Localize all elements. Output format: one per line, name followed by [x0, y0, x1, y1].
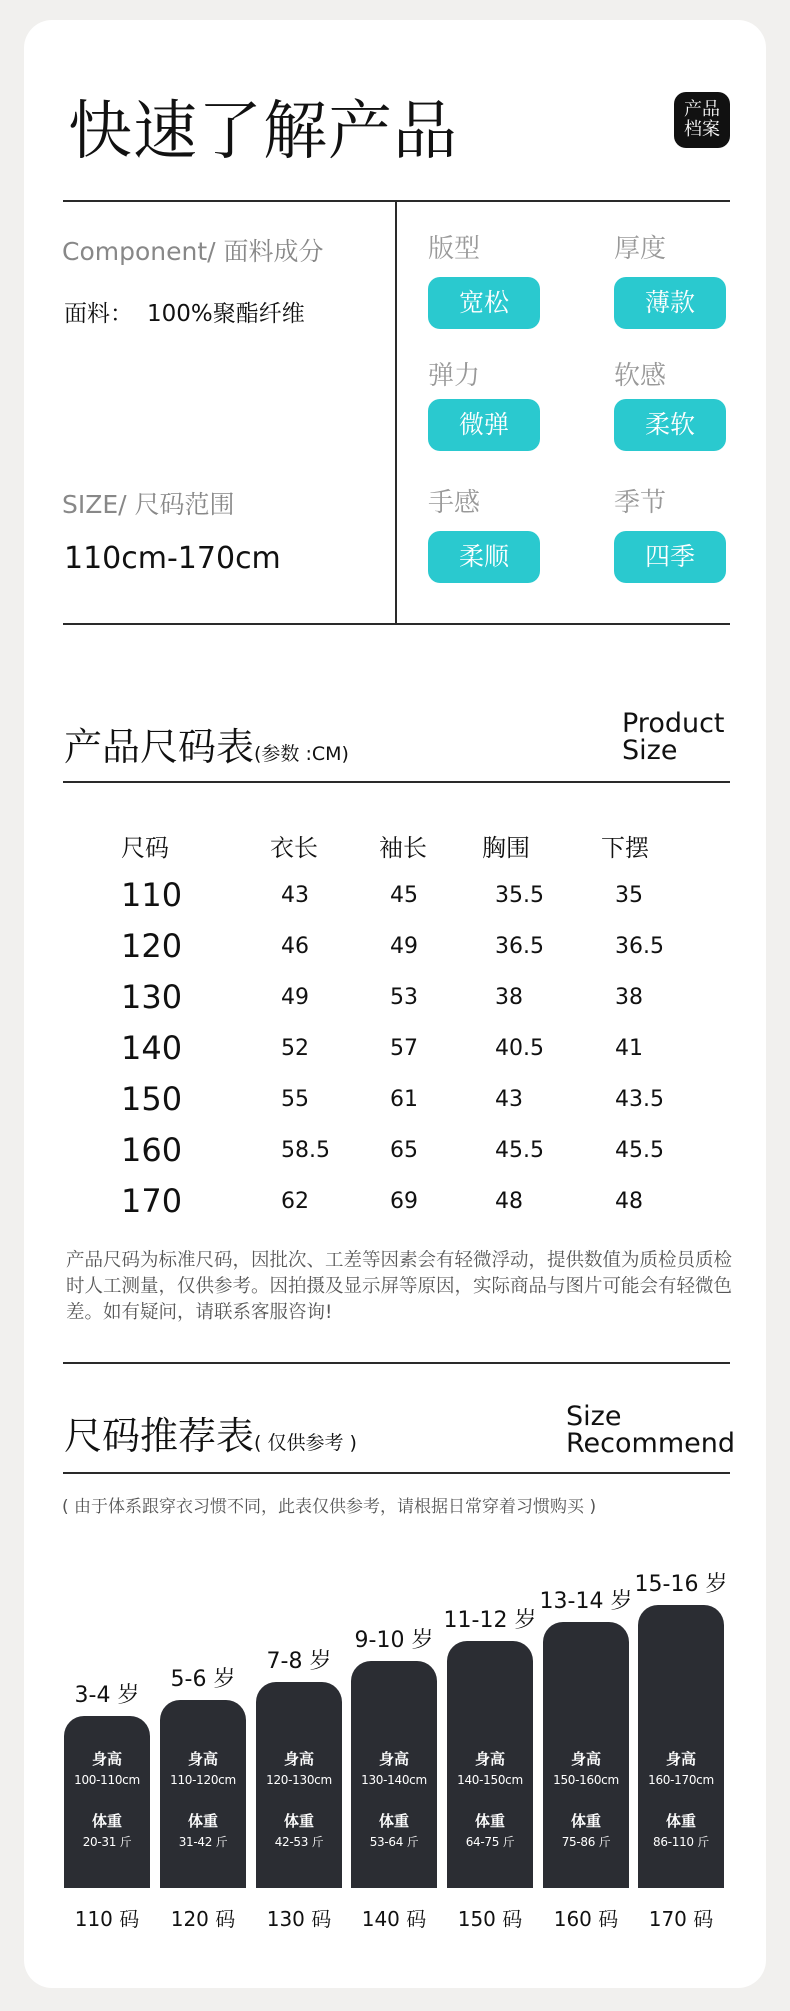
table-cell: 46	[281, 934, 309, 959]
recommend-age-label: 15-16 岁	[634, 1572, 728, 1597]
weight-label: 体重	[378, 1812, 409, 1830]
table-cell: 43.5	[615, 1087, 664, 1112]
recommend-bar-info	[64, 1748, 150, 1852]
table-cell: 40.5	[495, 1036, 544, 1061]
table-cell-size: 150	[121, 1080, 183, 1118]
recommend-age-label: 13-14 岁	[539, 1589, 633, 1614]
table-cell: 45.5	[615, 1138, 664, 1163]
table-cell: 38	[615, 985, 643, 1010]
recommend-title: 尺码推荐表	[64, 1414, 255, 1458]
recommend-age-label: 11-12 岁	[443, 1608, 537, 1633]
attr-label-softness: 软感	[614, 361, 667, 391]
table-cell: 36.5	[495, 934, 544, 959]
table-cell: 36.5	[615, 934, 664, 959]
recommend-size-code: 170 码	[648, 1907, 714, 1931]
recommend-age-label: 7-8 岁	[266, 1649, 332, 1674]
table-cell: 41	[615, 1036, 643, 1061]
height-value: 120-130cm	[266, 1773, 332, 1787]
height-label: 身高	[474, 1750, 505, 1768]
recommend-bar	[447, 1641, 533, 1888]
recommend-size-code: 160 码	[553, 1907, 619, 1931]
height-label: 身高	[187, 1750, 218, 1768]
recommend-size-code: 110 码	[74, 1907, 140, 1931]
size-range-label: SIZE/ 尺码范围	[62, 490, 235, 519]
table-cell: 48	[615, 1189, 643, 1214]
recommend-bar-info	[351, 1748, 437, 1852]
spacer	[256, 1790, 342, 1810]
weight-value: 53-64 斤	[369, 1835, 419, 1849]
table-cell: 45	[390, 883, 418, 908]
spacer	[543, 1790, 629, 1810]
table-cell: 43	[281, 883, 309, 908]
attr-pill-season: 四季	[614, 531, 726, 583]
recommend-bar-info	[447, 1748, 533, 1852]
height-value: 110-120cm	[170, 1773, 236, 1787]
height-value: 100-110cm	[74, 1773, 140, 1787]
table-cell: 49	[281, 985, 309, 1010]
size-table-subtitle: (参数 :CM)	[254, 743, 349, 765]
recommend-bar	[351, 1661, 437, 1888]
height-value: 160-170cm	[648, 1773, 714, 1787]
recommend-en-title: Size Recommend	[566, 1401, 735, 1459]
recommend-bar-info	[638, 1748, 724, 1852]
table-cell-size: 120	[121, 927, 183, 965]
recommend-bar-info	[543, 1748, 629, 1852]
table-cell-size: 160	[121, 1131, 183, 1169]
table-cell: 52	[281, 1036, 309, 1061]
height-label: 身高	[91, 1750, 122, 1768]
weight-label: 体重	[187, 1812, 218, 1830]
table-cell: 49	[390, 934, 418, 959]
height-label: 身高	[665, 1750, 696, 1768]
table-cell: 35	[615, 883, 643, 908]
spacer	[64, 1790, 150, 1810]
spacer	[160, 1790, 246, 1810]
weight-value: 42-53 斤	[274, 1835, 324, 1849]
table-cell-size: 170	[121, 1182, 183, 1220]
height-value: 150-160cm	[553, 1773, 619, 1787]
table-cell: 61	[390, 1087, 418, 1112]
size-range-value: 110cm-170cm	[64, 541, 281, 576]
weight-label: 体重	[474, 1812, 505, 1830]
table-cell-size: 140	[121, 1029, 183, 1067]
badge-line-2: 档案	[684, 119, 720, 140]
table-cell: 43	[495, 1087, 523, 1112]
height-label: 身高	[283, 1750, 314, 1768]
recommend-subtitle: ( 仅供参考 )	[254, 1432, 357, 1454]
attr-pill-fit: 宽松	[428, 277, 540, 329]
table-cell: 57	[390, 1036, 418, 1061]
recommend-age-label: 5-6 岁	[170, 1667, 236, 1692]
table-header-sleeve: 袖长	[379, 834, 427, 862]
recommend-size-code: 130 码	[266, 1907, 332, 1931]
attr-pill-thickness: 薄款	[614, 277, 726, 329]
recommend-age-label: 9-10 岁	[354, 1628, 434, 1653]
spacer	[351, 1790, 437, 1810]
weight-value: 20-31 斤	[82, 1835, 132, 1849]
fabric-value: 100%聚酯纤维	[147, 301, 305, 327]
attr-label-elasticity: 弹力	[428, 361, 481, 391]
table-cell: 58.5	[281, 1138, 330, 1163]
attr-label-season: 季节	[614, 488, 667, 518]
weight-value: 75-86 斤	[561, 1835, 611, 1849]
table-cell: 55	[281, 1087, 309, 1112]
fabric-label: 面料：	[64, 301, 133, 327]
attr-label-fit: 版型	[428, 234, 481, 264]
recommend-bar	[638, 1605, 724, 1888]
attr-pill-feel: 柔顺	[428, 531, 540, 583]
table-cell: 48	[495, 1189, 523, 1214]
table-cell-size: 130	[121, 978, 183, 1016]
table-cell: 62	[281, 1189, 309, 1214]
recommend-bar	[543, 1622, 629, 1888]
table-cell: 69	[390, 1189, 418, 1214]
table-header-chest: 胸围	[482, 834, 530, 862]
weight-value: 31-42 斤	[178, 1835, 228, 1849]
table-cell: 53	[390, 985, 418, 1010]
weight-label: 体重	[91, 1812, 122, 1830]
attr-label-thickness: 厚度	[614, 234, 667, 264]
recommend-bar-info	[160, 1748, 246, 1852]
height-label: 身高	[570, 1750, 601, 1768]
attr-pill-elasticity: 微弹	[428, 399, 540, 451]
recommend-size-code: 150 码	[457, 1907, 523, 1931]
spacer	[447, 1790, 533, 1810]
recommend-bar-info	[256, 1748, 342, 1852]
weight-value: 64-75 斤	[465, 1835, 515, 1849]
recommend-note: ( 由于体系跟穿衣习惯不同，此表仅供参考，请根据日常穿着习惯购买 )	[62, 1497, 597, 1517]
recommend-bar	[160, 1700, 246, 1888]
recommend-age-label: 3-4 岁	[74, 1683, 140, 1708]
attr-label-feel: 手感	[428, 488, 481, 518]
table-header-size: 尺码	[121, 834, 169, 862]
recommend-bar	[256, 1682, 342, 1888]
weight-value: 86-110 斤	[653, 1835, 709, 1849]
weight-label: 体重	[570, 1812, 601, 1830]
weight-label: 体重	[665, 1812, 696, 1830]
table-header-hem: 下摆	[601, 834, 649, 862]
page-title: 快速了解产品	[68, 95, 458, 169]
table-cell: 45.5	[495, 1138, 544, 1163]
weight-label: 体重	[283, 1812, 314, 1830]
recommend-size-code: 120 码	[170, 1907, 236, 1931]
height-value: 140-150cm	[457, 1773, 523, 1787]
size-table-note: 产品尺码为标准尺码，因批次、工差等因素会有轻微浮动，提供数值为质检员质检时人工测量，仅供参考。因拍摄及显示屏等原因，实际商品与图片可能会有轻微色差。如有疑问，请联系客服咨询!	[66, 1250, 733, 1323]
recommend-size-code: 140 码	[361, 1907, 427, 1931]
height-label: 身高	[378, 1750, 409, 1768]
recommend-bar	[64, 1716, 150, 1888]
table-cell: 65	[390, 1138, 418, 1163]
size-table-en-title: Product Size	[622, 708, 725, 766]
badge-line-1: 产品	[684, 99, 720, 120]
component-label: Component/ 面料成分	[62, 237, 324, 266]
table-cell: 35.5	[495, 883, 544, 908]
size-table-title: 产品尺码表	[64, 725, 255, 769]
height-value: 130-140cm	[361, 1773, 427, 1787]
attr-pill-softness: 柔软	[614, 399, 726, 451]
table-cell-size: 110	[121, 876, 183, 914]
table-header-length: 衣长	[270, 834, 318, 862]
table-cell: 38	[495, 985, 523, 1010]
spacer	[638, 1790, 724, 1810]
